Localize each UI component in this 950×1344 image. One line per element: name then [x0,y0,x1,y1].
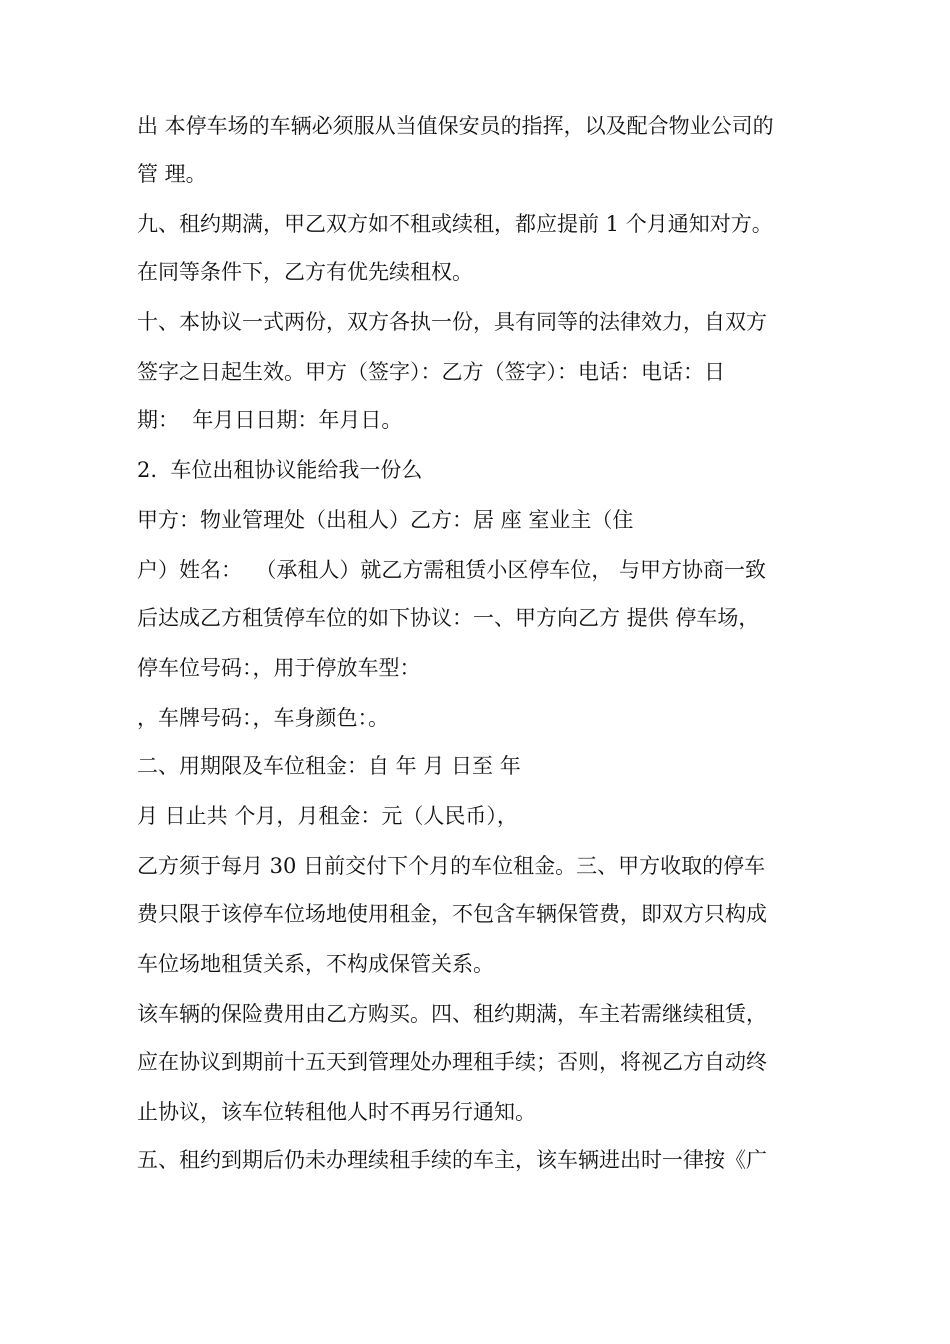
paragraph-line: 管 理。 [137,162,207,186]
paragraph-line: 在同等条件下，乙方有优先续租权。 [137,260,473,284]
paragraph-line: 期： 年月日日期：年月日。 [137,408,403,432]
paragraph-line: 停车位号码：，用于停放车型： [137,656,421,680]
paragraph-line: 九、租约期满，甲乙双方如不租或续租，都应提前 1 个月通知对方。 [137,212,773,236]
paragraph-line: 出 本停车场的车辆必须服从当值保安员的指挥，以及配合物业公司的 [137,114,774,138]
paragraph-line: 签字之日起生效。甲方（签字）：乙方（签字）：电话：电话：日 [137,360,725,384]
paragraph-line: 应在协议到期前十五天到管理处办理租手续；否则，将视乙方自动终 [137,1050,767,1074]
paragraph-line: 后达成乙方租赁停车位的如下协议：一、甲方向乙方 提供 停车场， [137,606,760,630]
paragraph-line: 月 日止共 个月，月租金：元（人民币）， [137,804,518,828]
paragraph-line: 二、用期限及车位租金：自 年 月 日至 年 [137,754,521,778]
paragraph-line: 五、租约到期后仍未办理续租手续的车主，该车辆进出时一律按《广 [137,1148,767,1172]
paragraph-line: 甲方：物业管理处（出租人）乙方：居 座 室业主（住 [137,508,634,532]
paragraph-line: 车位场地租赁关系，不构成保管关系。 [137,952,494,976]
section-heading: 2. 车位出租协议能给我一份么 [137,458,423,482]
paragraph-line: ，车牌号码：，车身颜色：。 [137,706,389,730]
paragraph-line: 乙方须于每月 30 日前交付下个月的车位租金。三、甲方收取的停车 [137,854,766,878]
paragraph-line: 该车辆的保险费用由乙方购买。四、租约期满，车主若需继续租赁， [137,1002,767,1026]
paragraph-line: 止协议，该车位转租他人时不再另行通知。 [137,1100,536,1124]
paragraph-line: 费只限于该停车位场地使用租金，不包含车辆保管费，即双方只构成 [137,902,767,926]
paragraph-line: 十、本协议一式两份，双方各执一份，具有同等的法律效力，自双方 [137,310,767,334]
paragraph-line: 户）姓名： （承租人）就乙方需租赁小区停车位， 与甲方协商一致 [137,558,767,582]
